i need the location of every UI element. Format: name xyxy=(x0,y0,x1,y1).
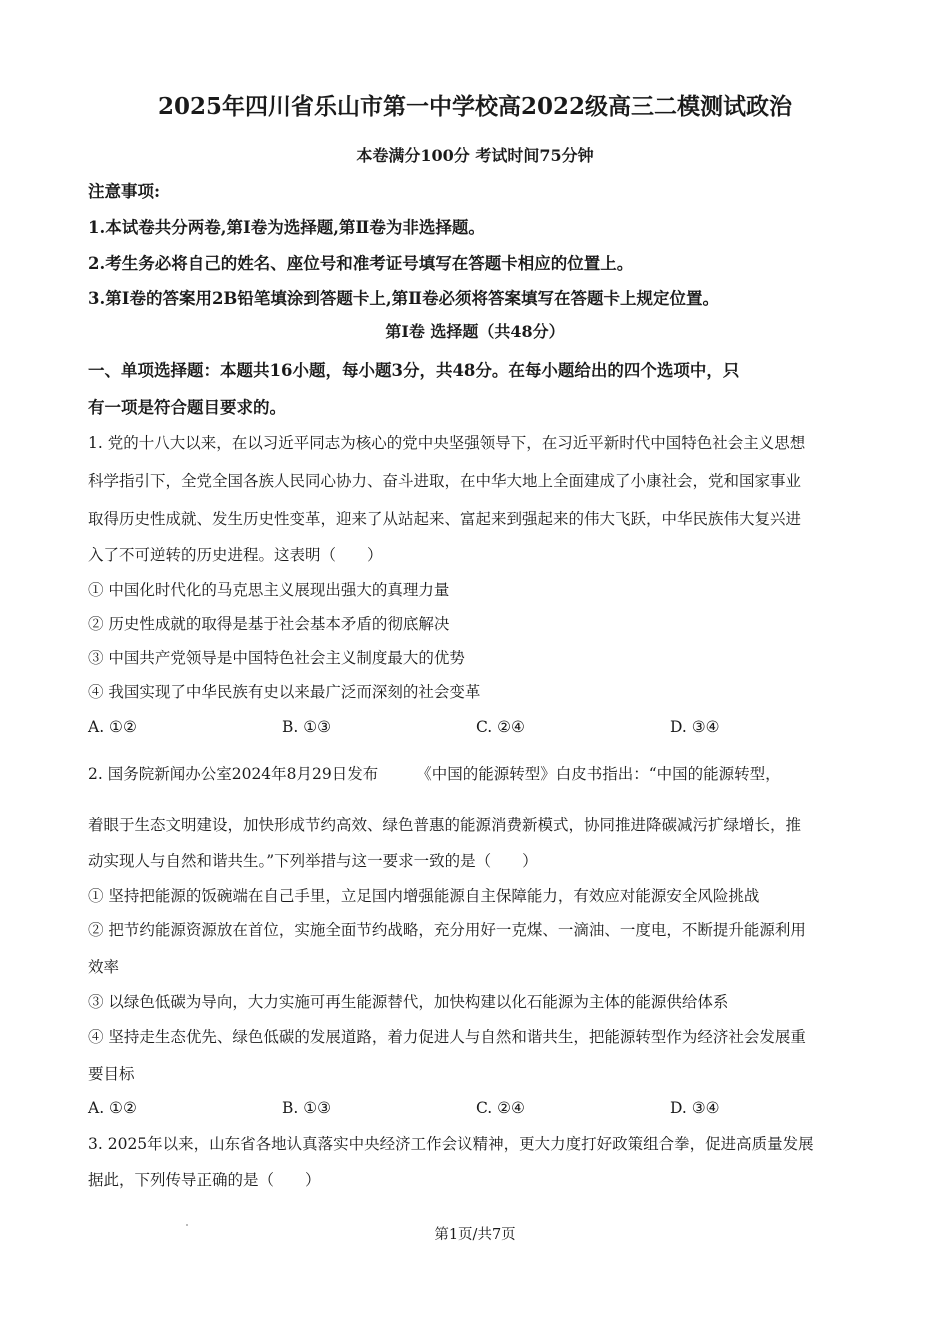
question-2-statement: 要目标 xyxy=(88,1065,135,1083)
question-2-statement: 效率 xyxy=(88,958,120,976)
notice-item: 2.考生务必将自己的姓名、座位号和准考证号填写在答题卡相应的位置上。 xyxy=(88,254,634,273)
notice-heading: 注意事项: xyxy=(88,182,161,201)
notice-item: 1.本试卷共分两卷,第Ⅰ卷为选择题,第Ⅱ卷为非选择题。 xyxy=(88,218,485,237)
question-2-stem-part1: 2. 国务院新闻办公室2024年8月29日发布 xyxy=(88,765,379,783)
option-b[interactable]: B. ①③ xyxy=(282,1099,332,1117)
question-1-stem: 科学指引下，全党全国各族人民同心协力、奋斗进取，在中华大地上全面建成了小康社会，党和国家事业 xyxy=(88,472,802,490)
question-1-statement: ④ 我国实现了中华民族有史以来最广泛而深刻的社会变革 xyxy=(88,683,481,701)
question-2-stem xyxy=(88,764,781,784)
question-1-stem: 1. 党的十八大以来，在以习近平同志为核心的党中央坚强领导下，在习近平新时代中国特色社会主义思想 xyxy=(88,434,806,452)
option-d[interactable]: D. ③④ xyxy=(670,718,720,736)
section-instruction: 有一项是符合题目要求的。 xyxy=(88,398,286,417)
notice-item: 3.第Ⅰ卷的答案用2B铅笔填涂到答题卡上,第Ⅱ卷必须将答案填写在答题卡上规定位置。 xyxy=(88,289,720,308)
question-2-statement: ② 把节约能源资源放在首位，实施全面节约战略，充分用好一克煤、一滴油、一度电，不断提升能源利用 xyxy=(88,921,806,939)
question-1-statement: ② 历史性成就的取得是基于社会基本矛盾的彻底解决 xyxy=(88,615,450,633)
question-2-stem: 动实现人与自然和谐共生。”下列举措与这一要求一致的是（ ） xyxy=(88,852,538,870)
option-b[interactable]: B. ①③ xyxy=(282,718,332,736)
exam-title: 2025年四川省乐山市第一中学校高2022级高三二模测试政治 xyxy=(157,93,793,120)
option-c[interactable]: C. ②④ xyxy=(476,1099,525,1117)
question-2-stem: 着眼于生态文明建设，加快形成节约高效、绿色普惠的能源消费新模式，协同推进降碳减污扩绿增长，推 xyxy=(88,816,802,834)
question-1-stem: 取得历史性成就、发生历史性变革，迎来了从站起来、富起来到强起来的伟大飞跃，中华民族伟大复兴进 xyxy=(88,510,802,528)
section-title: 第Ⅰ卷 选择题（共48分） xyxy=(385,322,565,341)
option-c[interactable]: C. ②④ xyxy=(476,718,525,736)
question-1-options xyxy=(88,717,868,737)
question-1-stem: 入了不可逆转的历史进程。这表明（ ） xyxy=(88,546,383,564)
section-instruction: 一、单项选择题：本题共16小题，每小题3分，共48分。在每小题给出的四个选项中，只 xyxy=(88,361,740,380)
question-2-statement: ④ 坚持走生态优先、绿色低碳的发展道路，着力促进人与自然和谐共生，把能源转型作为经济社会发展重 xyxy=(88,1028,806,1046)
question-2-stem-part2: 《中国的能源转型》白皮书指出：“中国的能源转型， xyxy=(416,765,781,783)
exam-subtitle: 本卷满分100分 考试时间75分钟 xyxy=(356,146,594,165)
question-2-options xyxy=(88,1098,868,1118)
question-3-stem: 3. 2025年以来，山东省各地认真落实中央经济工作会议精神，更大力度打好政策组合拳，促进高质量发展 xyxy=(88,1135,814,1153)
question-3-stem: 据此，下列传导正确的是（ ） xyxy=(88,1171,321,1189)
question-1-statement: ① 中国化时代化的马克思主义展现出强大的真理力量 xyxy=(88,581,450,599)
question-2-statement: ① 坚持把能源的饭碗端在自己手里，立足国内增强能源自主保障能力，有效应对能源安全风险挑战 xyxy=(88,887,760,905)
option-a[interactable]: A. ①② xyxy=(88,718,137,736)
question-1-statement: ③ 中国共产党领导是中国特色社会主义制度最大的优势 xyxy=(88,649,465,667)
page-footer: 第1页/共7页 xyxy=(434,1227,516,1243)
option-d[interactable]: D. ③④ xyxy=(670,1099,720,1117)
question-2-statement: ③ 以绿色低碳为导向，大力实施可再生能源替代，加快构建以化石能源为主体的能源供给体系 xyxy=(88,993,729,1011)
option-a[interactable]: A. ①② xyxy=(88,1099,137,1117)
